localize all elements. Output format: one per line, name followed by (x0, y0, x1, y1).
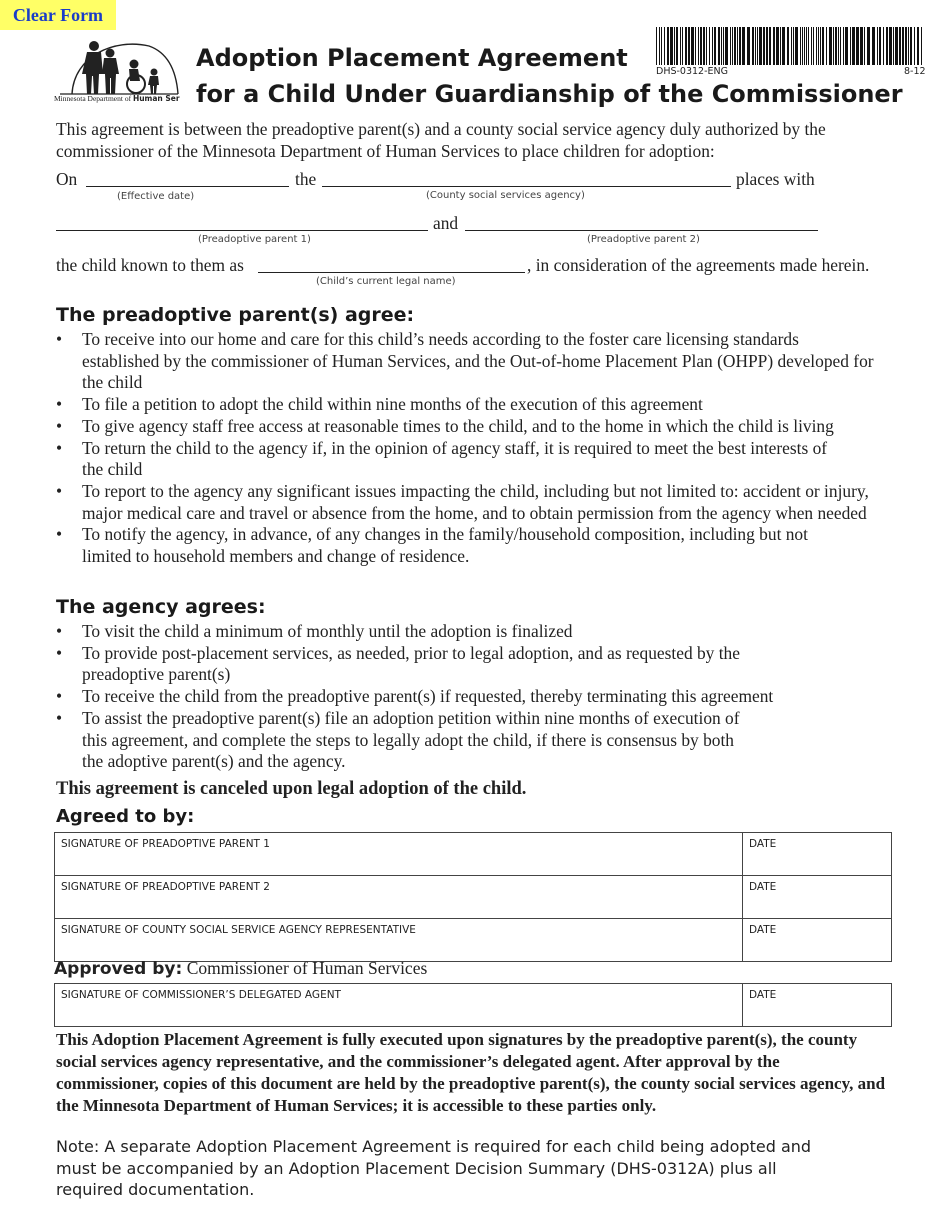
county-agency-field[interactable] (322, 168, 731, 187)
commissioner-signature-table (54, 983, 892, 1027)
barcode-bar (685, 27, 687, 65)
barcode-bar (893, 27, 894, 65)
barcode-bar (833, 27, 834, 65)
barcode-bar (747, 27, 750, 65)
label-places-with: places with (736, 169, 815, 189)
parent2-field[interactable] (465, 212, 818, 231)
barcode-bar (739, 27, 741, 65)
parent1-date-field[interactable]: DATE (743, 833, 892, 876)
signature-table (54, 832, 892, 962)
barcode-bar (730, 27, 731, 65)
barcode-bar (674, 27, 675, 65)
barcode-bar (769, 27, 771, 65)
barcode-bar (667, 27, 669, 65)
barcode-bar (879, 27, 881, 65)
barcode-bar (802, 27, 803, 65)
child-name-field[interactable] (258, 254, 525, 273)
parents-list (54, 329, 876, 568)
barcode-bar (852, 27, 855, 65)
parents-heading: The preadoptive parent(s) agree: (56, 304, 415, 326)
executed-statement: This Adoption Placement Agreement is fully executed upon signatures by the preadoptive parent(s), the county social services agency representative, and the commissioner’s delegated agent. After approval by the commissioner, copies of this document are held by the preadoptive parent(s), the county social services agency, and the Minnesota Department of Human Services; it is accessible to these parties only. (56, 1030, 886, 1115)
barcode-bar (752, 27, 754, 65)
barcode-bar (883, 27, 884, 65)
county-agency-label: (County social services agency) (426, 190, 585, 201)
barcode-bar (732, 27, 733, 65)
parent2-date-field[interactable]: DATE (743, 876, 892, 919)
barcode-bar (718, 27, 720, 65)
barcode-bar (703, 27, 705, 65)
barcode-bar (661, 27, 662, 65)
barcode-bar (811, 27, 812, 65)
barcode-bar (899, 27, 901, 65)
barcode-bar (721, 27, 722, 65)
barcode-bar (840, 27, 841, 65)
list-item: • To notify the agency, in advance, of any changes in the family/household composition, including but not limited to household members and change of residence. (54, 524, 876, 567)
barcode-bar (782, 27, 785, 65)
barcode-bar (700, 27, 702, 65)
barcode-bar (691, 27, 694, 65)
list-item: • To return the child to the agency if, in the opinion of agency staff, it is required to meet the best interests of the child (54, 438, 876, 481)
barcode-bar (867, 27, 870, 65)
barcode-bar (826, 27, 827, 65)
barcode-bar (804, 27, 805, 65)
barcode-bar (914, 27, 915, 65)
parent2-label: (Preadoptive parent 2) (587, 234, 700, 245)
barcode-bar (843, 27, 844, 65)
label-and: and (433, 213, 459, 233)
barcode-bar (829, 27, 832, 65)
canceled-statement: This agreement is canceled upon legal adoption of the child. (56, 779, 527, 799)
barcode-bar (791, 27, 792, 65)
label-on: On (56, 169, 78, 189)
list-item: • To visit the child a minimum of monthly until the adoption is finalized (54, 621, 884, 643)
list-item: • To provide post-placement services, as needed, prior to legal adoption, and as requested by the preadoptive parent(s) (54, 643, 884, 686)
barcode-bar (910, 27, 912, 65)
logo-caption: Minnesota Department of Human Ser (54, 94, 180, 103)
barcode-bar (656, 27, 657, 65)
agency-list (54, 621, 884, 773)
label-consideration: , in consideration of the agreements made herein. (527, 255, 870, 275)
barcode-bar (766, 27, 768, 65)
approved-text: Commissioner of Human Services (186, 958, 428, 978)
barcode-bar (723, 27, 724, 65)
barcode-bar (808, 27, 809, 65)
barcode-bar (816, 27, 817, 65)
barcode-bar (877, 27, 878, 65)
county-rep-date-field[interactable]: DATE (743, 919, 892, 962)
list-item: • To report to the agency any significant issues impacting the child, including but not limited to: accident or injury, major medical care and travel or absence from the home, and to obtain permission from the agency when needed (54, 481, 876, 524)
list-item: • To receive the child from the preadoptive parent(s) if requested, thereby terminating this agreement (54, 686, 884, 708)
table-row (55, 833, 892, 876)
barcode-bar (908, 27, 909, 65)
barcode-bar (659, 27, 660, 65)
barcode-bar (787, 27, 789, 65)
county-rep-signature-field[interactable]: SIGNATURE OF COUNTY SOCIAL SERVICE AGENCY REPRESENTATIVE (55, 919, 743, 962)
approved-label: Approved by: (54, 959, 183, 979)
table-row (55, 876, 892, 919)
commissioner-date-field[interactable]: DATE (743, 984, 892, 1027)
list-item: • To receive into our home and care for this child’s needs according to the foster care licensing standards established by the commissioner of Human Services, and the Out-of-home Placement Plan (OHPP) developed for the child (54, 329, 876, 394)
barcode-bar (680, 27, 681, 65)
form-date: 8-12 (904, 66, 926, 77)
parent1-label: (Preadoptive parent 1) (198, 234, 311, 245)
list-item: • To assist the preadoptive parent(s) file an adoption petition within nine months of execution of this agreement, and complete the steps to legally adopt the child, if there is consensus by both the adoptive parent(s) and the agency. (54, 708, 884, 773)
barcode-bar (845, 27, 848, 65)
barcode-bar (872, 27, 875, 65)
barcode-bar (670, 27, 673, 65)
barcode-bar (822, 27, 824, 65)
parent2-signature-field[interactable]: SIGNATURE OF PREADOPTIVE PARENT 2 (55, 876, 743, 919)
barcode-bar (780, 27, 781, 65)
intro-paragraph: This agreement is between the preadoptive parent(s) and a county social service agency duly authorized by the commissioner of the Minnesota Department of Human Services to place children for adoption: (56, 119, 826, 161)
child-name-label: (Child’s current legal name) (316, 276, 456, 287)
barcode-bar (905, 27, 907, 65)
barcode-bar (795, 27, 798, 65)
barcode-bar (773, 27, 775, 65)
barcode-bar (695, 27, 696, 65)
barcode-bar (793, 27, 794, 65)
label-the: the (295, 169, 317, 189)
barcode-bar (864, 27, 865, 65)
agency-heading: The agency agrees: (56, 596, 266, 618)
effective-date-label: (Effective date) (117, 191, 195, 202)
commissioner-signature-field[interactable]: SIGNATURE OF COMMISSIONER’S DELEGATED AGENT (55, 984, 743, 1027)
barcode-bar (902, 27, 904, 65)
barcode-bar (860, 27, 863, 65)
barcode-bar (742, 27, 745, 65)
barcode-bar (763, 27, 765, 65)
barcode-bar (676, 27, 678, 65)
approved-by (54, 958, 427, 979)
barcode-bar (664, 27, 665, 65)
label-child-known: the child known to them as (56, 255, 244, 275)
barcode-bar (895, 27, 898, 65)
barcode-bar (850, 27, 851, 65)
table-row (55, 919, 892, 962)
barcode-bar (921, 27, 922, 65)
barcode-bar (755, 27, 756, 65)
barcode-bar (835, 27, 837, 65)
list-item: • To file a petition to adopt the child within nine months of the execution of this agreement (54, 394, 876, 416)
barcode-bar (889, 27, 892, 65)
barcode-bar (688, 27, 690, 65)
title-line-2: for a Child Under Guardianship of the Commissioner (196, 80, 903, 108)
list-item: • To give agency staff free access at reasonable times to the child, and to the home in which the child is living (54, 416, 876, 438)
barcode-bar (917, 27, 919, 65)
barcode-bar (709, 27, 710, 65)
barcode-bar (698, 27, 699, 65)
title-line-1: Adoption Placement Agreement (196, 44, 628, 72)
barcode-bar (725, 27, 728, 65)
barcode-bar (820, 27, 821, 65)
barcode-bar (712, 27, 713, 65)
barcode-bar (682, 27, 683, 65)
barcode-bar (734, 27, 736, 65)
barcode-bar (757, 27, 758, 65)
barcode-bar (706, 27, 707, 65)
barcode-bar (806, 27, 807, 65)
barcode-bar (818, 27, 819, 65)
barcode-bar (886, 27, 888, 65)
barcode-bar (759, 27, 762, 65)
parent1-field[interactable] (56, 212, 428, 231)
effective-date-field[interactable] (86, 168, 289, 187)
barcode-bar (737, 27, 738, 65)
agreed-heading: Agreed to by: (56, 806, 195, 827)
barcode-bar (838, 27, 839, 65)
barcode-bar (714, 27, 716, 65)
note-paragraph: Note: A separate Adoption Placement Agreement is required for each child being adopted and must be accompanied by an Adoption Placement Decision Summary (DHS-0312A) plus all required documentation. (56, 1137, 812, 1199)
form-code: DHS-0312-ENG (656, 66, 728, 77)
parent1-signature-field[interactable]: SIGNATURE OF PREADOPTIVE PARENT 1 (55, 833, 743, 876)
barcode (656, 27, 924, 65)
barcode-bar (856, 27, 859, 65)
clear-form-button[interactable]: Clear Form (0, 0, 116, 30)
barcode-bar (813, 27, 814, 65)
barcode-bar (776, 27, 779, 65)
table-row (55, 984, 892, 1027)
barcode-bar (800, 27, 801, 65)
